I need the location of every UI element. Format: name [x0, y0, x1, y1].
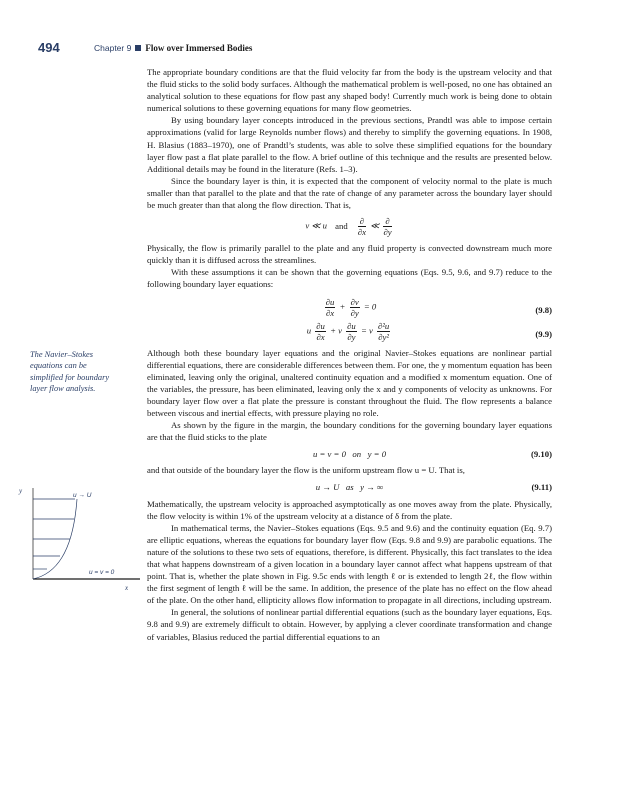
chapter-label: Chapter 9 [94, 43, 132, 53]
paragraph-4: Physically, the flow is primarily parallel to the plate and any fluid property is convected downstream much more quickly than it is diffused across the streamlines. [147, 243, 552, 266]
boundary-layer-figure [15, 484, 143, 594]
paragraph-1: The appropriate boundary conditions are that the fluid velocity far from the body is the upstream velocity and that the fluid sticks to the solid body surfaces. Although the mathematical problem is well-posed, no one has obtained an analytical solution to these equations for flow past any shaped body! Currently much work is being done to obtain numerical solutions to these governing equations for many flow geometries. [147, 67, 552, 114]
paragraph-9: Mathematically, the upstream velocity is approached asymptotically as one moves away from the plate. Physically, the flow velocity is within 1% of the upstream velocity at a distance of δ from the plate. [147, 498, 552, 521]
equation-number-9-11: (9.11) [531, 482, 552, 493]
top-bc-label: u → U [73, 492, 92, 499]
running-head [94, 43, 252, 53]
paragraph-10: In mathematical terms, the Navier–Stokes equations (Eqs. 9.5 and 9.6) and the continuity equation (Eq. 9.7) are elliptic equations, whereas the equations for boundary layer flow (Eqs. 9.8 and 9.9) are parabolic equations. The nature of the solutions to these two sets of equations, therefore, is different. Physically, this fact translates to the idea that what happens downstream of a given location in a boundary layer cannot affect what happens upstream of that point. That is, whether the plate shown in Fig. 9.5c ends with length ℓ or is extended to length 2ℓ, the flow within the first segment of length ℓ will be the same. In addition, the presence of the plate has no effect on the flow ahead of the plate. On the other hand, ellipticity allows flow information to propagate in all directions, including upstream. [147, 522, 552, 606]
equation-9-8: $\frac{\partial u}{\partial x}$ + $\frac{\partial v}{\partial y}$ = 0 (9.8) [325, 296, 552, 318]
equation-number-9-9: (9.9) [535, 328, 552, 339]
x-axis-label: x [125, 584, 129, 592]
page-header [38, 40, 584, 60]
velocity-arrows [33, 499, 75, 569]
equation-number-9-10: (9.10) [531, 449, 552, 460]
paragraph-5: With these assumptions it can be shown that the governing equations (Eqs. 9.5, 9.6, and 9.7) reduce to the following boundary layer equations: [147, 267, 552, 290]
inequality-equation: v ≪ u and $\frac{\partial}{\partial x}$ ≪ $\frac{\partial}{\partial y}$ [305, 216, 392, 238]
paragraph-2: By using boundary layer concepts introduced in the previous sections, Prandtl was able to impose certain approximations (valid for large Reynolds number flows) and thereby to simplify the governing equations. In 1908, H. Blasius (1883–1970), one of Prandtl’s students, was able to solve these simplified equations for the boundary layer flow past a flat plate parallel to the flow. A brief outline of this technique and the results are presented below. Additional details may be found in the literature (Refs. 1–3). [147, 115, 552, 174]
y-axis-label: y [19, 487, 23, 495]
paragraph-11: In general, the solutions of nonlinear partial differential equations (such as the boundary layer equations, Eqs. 9.8 and 9.9) are extremely difficult to obtain. However, by applying a clever coordinate transformation and change of variables, Blasius reduced the partial differential equations to an [147, 607, 553, 642]
page-number: 494 [38, 40, 60, 55]
equation-9-10: u = v = 0 on y = 0 (9.10) [312, 449, 552, 460]
margin-note: The Navier–Stokes equations can be simplified for boundary layer flow analysis. [30, 350, 110, 393]
main-text [147, 66, 552, 643]
paragraph-7: As shown by the figure in the margin, the boundary conditions for the governing boundary layer equations are that the fluid sticks to the plate [147, 420, 552, 443]
paragraph-3: Since the boundary layer is thin, it is expected that the component of velocity normal to the plate is much smaller than that parallel to the plate and that the rate of change of any parameter across the boundary layer should be much greater than that along the flow direction. That is, [147, 175, 552, 211]
equation-9-9: u $\frac{\partial u}{\partial x}$ + v $\frac{\partial u}{\partial y}$ = ν $\frac{\text{∂²u}}{\text{∂y²}}$ (9.9) [306, 320, 552, 342]
equation-number-9-8: (9.8) [535, 304, 552, 315]
wall-bc-label: u = v = 0 [89, 569, 115, 576]
equation-9-11: u → U as y → ∞ (9.11) [315, 482, 552, 493]
paragraph-8: and that outside of the boundary layer the flow is the uniform upstream flow u = U. That is, [147, 465, 465, 476]
square-bullet-icon [135, 45, 141, 51]
paragraph-6: Although both these boundary layer equations and the original Navier–Stokes equations are nonlinear partial differential equations, there are considerable differences between them. For one, the y momentum equation has been eliminated, leaving only the original, unaltered continuity equation and a modified x momentum equation. One of the variables, the pressure, has been eliminated, leaving only the x and y components of velocity as unknowns. For boundary layer flow over a flat plate the pressure is constant throughout the fluid. The flow represents a balance between viscous and inertial effects, with pressure playing no role. [147, 347, 552, 418]
chapter-title: Flow over Immersed Bodies [145, 43, 253, 53]
